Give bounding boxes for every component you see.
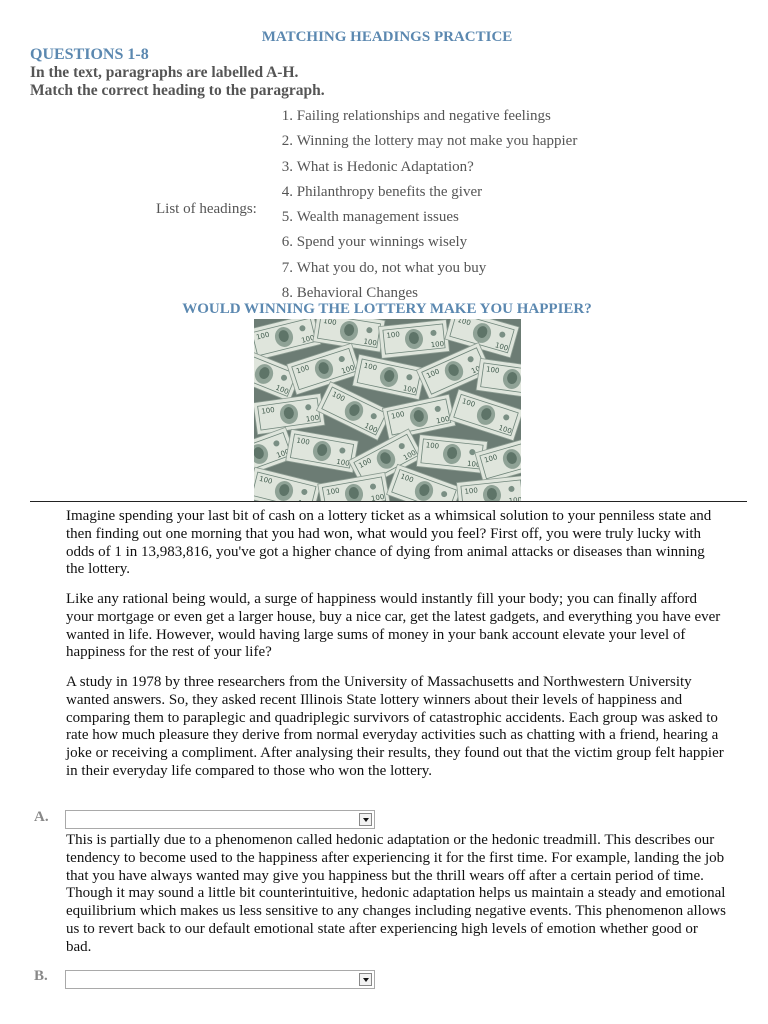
heading-number: 3. [281,158,293,175]
heading-item [266,182,626,207]
article-title: WOULD WINNING THE LOTTERY MAKE YOU HAPPIER? [182,301,592,317]
section-a-heading-select[interactable] [65,810,375,829]
heading-item [266,232,626,257]
instruction-line-1: In the text, paragraphs are labelled A-H. [30,64,299,81]
heading-number: 8. [281,285,293,302]
heading-item [266,207,626,232]
page-title: MATCHING HEADINGS PRACTICE [261,29,513,45]
heading-text: Winning the lottery may not make you happier [296,133,578,150]
questions-heading: QUESTIONS 1-8 [30,46,149,63]
heading-item [266,258,626,283]
chevron-down-icon[interactable] [359,973,372,986]
heading-number: 6. [281,234,293,251]
heading-number: 4. [281,183,293,200]
instruction-line-2: Match the correct heading to the paragraph. [30,82,325,99]
section-a-label: A. [34,809,49,825]
section-b-label: B. [34,968,48,984]
heading-text: Spend your winnings wisely [296,234,468,251]
heading-text: Philanthropy benefits the giver [296,183,483,200]
heading-item [266,131,626,156]
headings-list [266,106,626,308]
heading-item [266,157,626,182]
heading-number: 5. [281,209,293,226]
divider [30,501,747,502]
heading-number: 2. [281,133,293,150]
heading-number: 7. [281,259,293,276]
heading-text: Wealth management issues [296,209,459,226]
paragraph-intro-1: Imagine spending your last bit of cash on a lottery ticket as a whimsical solution to your penniless state and then finding out one morning that you had won, what would you feel? First off, you were truly lucky with odds of 1 in 13,983,816, you've got a higher chance of dying from animal attacks or diseases than winning the lottery. [66,508,712,578]
heading-text: Failing relationships and negative feelings [296,108,551,124]
paragraph-intro-2: Like any rational being would, a surge of happiness would instantly fill your body; you can finally afford your mortgage or even get a larger house, buy a nice car, get the latest gadgets, and everything you have ever wanted in life. However, would having large sums of money in your bank account elevate your level of happiness for the rest of your life? [66,591,721,661]
chevron-down-icon[interactable] [359,813,372,826]
heading-text: What is Hedonic Adaptation? [296,158,474,175]
paragraph-a: This is partially due to a phenomenon called hedonic adaptation or the hedonic treadmill. This describes our tendency to become used to the happiness after experiencing it for the first time. For example, landing the job that you have always wanted may give you happiness but the thrill wears off after a certain period of time. Though it may sound a little bit counterintuitive, hedonic adaptation helps us maintain a steady and emotional equilibrium which makes us less sensitive to any changes including negative events. This phenomenon allows us to revert back to our default emotional state after experiencing high levels of emotion whether good or bad. [66,832,727,955]
heading-text: Behavioral Changes [296,285,418,302]
paragraph-intro-3: A study in 1978 by three researchers from the University of Massachusetts and Northwestern University wanted answers. So, they asked recent Illinois State lottery winners about their levels of happiness and comparing them to paraplegic and quadriplegic survivors of catastrophic accidents. Each group was asked to rate how much pleasure they derive from normal everyday activities such as chatting with a friend, hearing a joke or receiving a compliment. After analysing their results, they found out that the victim group felt happier in their everyday life compared to those who won the lottery. [66,674,724,779]
heading-number: 1. [281,108,293,124]
heading-text: What you do, not what you buy [296,259,487,276]
money-photo [254,319,521,501]
heading-item [266,106,626,131]
banknotes-image [254,319,521,501]
section-b-heading-select[interactable] [65,970,375,989]
headings-list-label: List of headings: [156,201,257,217]
